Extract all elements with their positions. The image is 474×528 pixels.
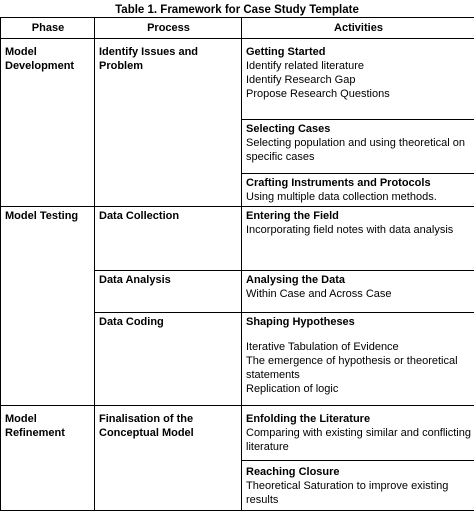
phase-cell (1, 207, 95, 406)
table-row (1, 39, 474, 120)
phase-label: Model Refinement (5, 413, 65, 439)
activity-line: Iterative Tabulation of Evidence (246, 341, 399, 353)
table-row (1, 406, 474, 461)
activity-cell (242, 461, 474, 511)
activity-cell (242, 120, 474, 174)
activity-line: Propose Research Questions (246, 88, 390, 100)
activity-cell (242, 313, 474, 406)
activity-line: Theoretical Saturation to improve existing results (246, 480, 449, 506)
activity-line: Replication of logic (246, 383, 339, 395)
activity-line: Selecting population and using theoretical on specific cases (246, 137, 465, 163)
activity-heading: Shaping Hypotheses (246, 316, 355, 328)
process-cell (95, 313, 242, 406)
framework-table (0, 17, 474, 511)
process-label: Data Coding (99, 316, 164, 328)
table-title: Table 1. Framework for Case Study Template (115, 4, 359, 16)
process-label: Data Collection (99, 210, 180, 222)
process-cell (95, 207, 242, 271)
activity-heading: Entering the Field (246, 210, 339, 222)
activity-line: Identify Research Gap (246, 74, 356, 86)
phase-cell (1, 406, 95, 511)
process-label: Finalisation of the Conceptual Model (99, 413, 194, 439)
activity-cell (242, 406, 474, 461)
phase-cell (1, 39, 95, 207)
column-header-phase: Phase (1, 18, 95, 39)
process-cell (95, 39, 242, 207)
activity-cell (242, 39, 474, 120)
process-label: Data Analysis (99, 274, 171, 286)
process-cell (95, 271, 242, 313)
process-label: Identify Issues and Problem (99, 46, 199, 72)
table-row (1, 207, 474, 271)
activity-heading: Analysing the Data (246, 274, 346, 286)
activity-heading: Reaching Closure (246, 466, 340, 478)
column-header-activities: Activities (242, 18, 474, 39)
activity-line: Comparing with existing similar and conflicting literature (246, 427, 471, 453)
activity-heading: Selecting Cases (246, 123, 331, 135)
activity-cell (242, 271, 474, 313)
activity-heading: Crafting Instruments and Protocols (246, 177, 431, 189)
activity-line: Identify related literature (246, 60, 365, 72)
activity-heading: Enfolding the Literature (246, 413, 371, 425)
table-header-row (1, 18, 474, 39)
activity-line: Within Case and Across Case (246, 288, 392, 300)
phase-label: Model Development (5, 46, 75, 72)
column-header-process: Process (95, 18, 242, 39)
activity-cell (242, 174, 474, 207)
phase-label: Model Testing (5, 210, 79, 222)
process-cell (95, 406, 242, 511)
activity-heading: Getting Started (246, 46, 326, 58)
activity-cell (242, 207, 474, 271)
activity-line: Using multiple data collection methods. (246, 191, 437, 203)
activity-line: The emergence of hypothesis or theoretical statements (246, 355, 458, 381)
activity-line: Incorporating field notes with data analysis (246, 224, 454, 236)
